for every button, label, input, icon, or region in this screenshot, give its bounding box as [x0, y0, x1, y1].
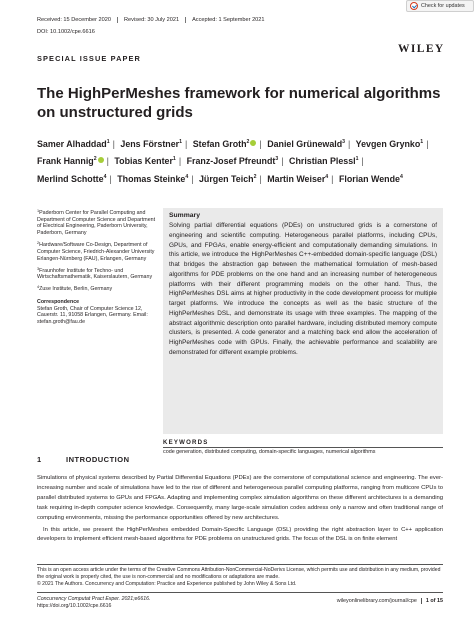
- author-entry: [37, 156, 104, 166]
- author-entry: [37, 174, 106, 184]
- affiliation-marker: 1: [172, 156, 176, 163]
- affiliation-marker: 4: [185, 173, 189, 180]
- author-entry: [356, 139, 424, 149]
- affiliation: [37, 208, 157, 237]
- affiliation-marker: 4: [399, 173, 403, 180]
- author-separator: |: [259, 173, 262, 184]
- affiliation-number: 2: [37, 241, 40, 246]
- affiliation-text: Paderborn Center for Parallel Computing and Department of Computer Science and Department of Electrical Engineering, Paderborn University, Paderborn, Germany: [37, 210, 156, 237]
- license-text: This is an open access article under the terms of the Creative Commons Attribution-NonCommercial-NoDerivs License, which permits use and distribution in any medium, provided the original work is properly cited, the use is non-commercial and no modifications or adaptations are made.: [37, 567, 441, 581]
- affiliation-marker: 4: [103, 173, 107, 180]
- footer-right: [337, 598, 443, 604]
- author-name[interactable]: Merlind Schotte: [37, 173, 104, 184]
- affiliation-marker: 2: [93, 156, 97, 163]
- copyright-text: © 2021 The Authors. Concurrency and Computation: Practice and Experience published by John Wiley & Sons Ltd.: [37, 581, 297, 588]
- affiliations: [37, 208, 157, 326]
- author-name[interactable]: Jürgen Teich: [198, 173, 254, 184]
- affiliation-marker: 2: [246, 139, 250, 145]
- paragraph: Simulations of physical systems described by Partial Differential Equations (PDEs) are the cornerstone of computational science and engineering. The ever-increasing number and scale of simulations have led to the rise of different and heterogeneous parallel computing platforms, ranging from multicore CPUs to parallel distributed systems to GPUs and FPGAs. Adapting and implementing complex simulation algorithms on these different architectures is a demanding task requiring in-depth computer science knowledge. Consequently, many large-scale simulation codes address only a narrow and often traditional range of computing environments, missing the performance opportunities offered by new architectures.: [37, 475, 443, 521]
- accepted-date: Accepted: 1 September 2021: [192, 17, 265, 23]
- section-title: INTRODUCTION: [66, 455, 130, 464]
- journal-citation: Concurrency Computat Pract Exper. 2021;e6616.: [37, 596, 151, 602]
- author-separator: |: [184, 139, 188, 149]
- author-name[interactable]: Martin Weiser: [267, 173, 326, 184]
- keywords-section: [163, 434, 443, 455]
- author-entry: [117, 174, 188, 184]
- affiliation-number: 4: [37, 285, 40, 290]
- author-entry: [193, 139, 257, 149]
- author-entry: [114, 156, 175, 166]
- body-text: [37, 474, 443, 547]
- author-separator: |: [331, 173, 334, 184]
- affiliation: [37, 240, 157, 262]
- author-name[interactable]: Daniel Grünewald: [267, 139, 343, 149]
- author-entry: [199, 174, 256, 184]
- keywords-text: code generation, distributed computing, domain-specific languages, numerical algorithms: [163, 449, 376, 455]
- received-date: Received: 15 December 2020: [37, 17, 118, 23]
- summary-box: [163, 208, 443, 434]
- page-number: 1 of 15: [421, 598, 443, 604]
- journal-site-link[interactable]: wileyonlinelibrary.com/journal/cpe: [336, 598, 417, 604]
- section-number: 1: [37, 455, 42, 464]
- summary-text: Solving partial differential equations (PDEs) on unstructured grids is a cornerstone of engineering and scientific computing. Heterogeneous parallel platforms, including CPUs, GPUs, and FPGAs, enable energy-efficient and computationally demanding simulations. In this article, we introduce the HighPerMeshes C++-embedded domain-specific language (DSL) that bridges the abstraction gap between the mathematical formulation of mesh-based algorithms for PDE problems on the one hand and an increasing number of heterogeneous platforms with their different programming models on the other hand. Thus, the HighPerMeshes DSL aims at higher productivity in the code development process for multiple target platforms. We introduce the concepts as well as the basic structure of the HighPerMeshes DSL, and demonstrate its usage with three examples. The mapping of the abstract algorithmic description onto parallel hardware, including distributed memory compute clusters, is presented. A code generator and a matching back end allow the acceleration of HighPerMeshes code with GPUs. Finally, the achievable performance and scalability are demonstrated for different example problems.: [169, 222, 437, 356]
- author-entry: [120, 139, 182, 149]
- summary-heading: Summary: [169, 212, 200, 219]
- affiliation-marker: 3: [342, 139, 346, 145]
- article-history: [37, 17, 277, 23]
- author-name[interactable]: Florian Wende: [338, 173, 400, 184]
- author-separator: |: [191, 173, 194, 184]
- affiliation-marker: 1: [179, 139, 182, 145]
- footer-divider: [37, 564, 443, 565]
- article-title: The HighPerMeshes framework for numerical algorithms on unstructured grids: [37, 85, 441, 121]
- affiliation-marker: 1: [106, 139, 110, 145]
- affiliation: [37, 266, 157, 281]
- author-name[interactable]: Franz-Josef Pfreundt: [186, 156, 276, 167]
- publisher-logo: WILEY: [398, 43, 445, 55]
- author-entry: [267, 139, 345, 149]
- author-separator: |: [361, 156, 364, 167]
- author-separator: |: [259, 139, 262, 149]
- paragraph: In this article, we present the HighPerMeshes embedded Domain-Specific Language (DSL) providing the right abstraction layer to C++ application developers to implement efficient mesh-based algorithms for PDE problems on unstructured grids. The focus of the DSL is on finite element: [37, 526, 443, 543]
- author-separator: |: [112, 139, 115, 149]
- orcid-icon[interactable]: [250, 140, 256, 146]
- check-updates-label: Check for updates: [421, 3, 465, 9]
- license-note: [37, 567, 443, 589]
- keywords-heading: KEYWORDS: [163, 439, 209, 446]
- author-entry: [187, 156, 279, 166]
- author-name[interactable]: Christian Plessl: [289, 156, 356, 167]
- affiliation-text: Fraunhofer Institute for Techno- und Wirtschaftsmathematik, Kaiserslautern, Germany: [37, 267, 153, 281]
- section-heading: [37, 455, 130, 464]
- affiliation-number: 1: [37, 209, 40, 213]
- author-separator: |: [106, 156, 109, 167]
- author-name[interactable]: Tobias Kenter: [114, 156, 173, 167]
- author-name[interactable]: Frank Hannig: [37, 156, 94, 167]
- keywords-divider: [163, 447, 443, 448]
- author-name[interactable]: Yevgen Grynko: [355, 139, 421, 149]
- author-list: [37, 135, 441, 187]
- affiliation-number: 3: [37, 266, 40, 271]
- doi-link[interactable]: DOI: 10.1002/cpe.6616: [37, 29, 95, 35]
- author-entry: [289, 156, 358, 166]
- author-separator: |: [109, 173, 112, 184]
- author-entry: [37, 139, 110, 149]
- author-entry: [267, 174, 328, 184]
- orcid-icon[interactable]: [98, 157, 104, 163]
- author-name[interactable]: Jens Förstner: [120, 139, 180, 149]
- author-name[interactable]: Stefan Groth: [192, 139, 247, 149]
- author-separator: |: [178, 156, 182, 167]
- author-name[interactable]: Thomas Steinke: [117, 173, 186, 184]
- footer-divider: [37, 592, 443, 593]
- author-entry: [339, 174, 403, 184]
- author-separator: |: [281, 156, 284, 167]
- section-type: SPECIAL ISSUE PAPER: [37, 54, 141, 63]
- affiliation-marker: 4: [325, 173, 329, 180]
- correspondence-text: Stefan Groth, Chair of Computer Science 12, Cauerstr. 11, 91058 Erlangen, Germany. Email: stefan.groth@fau.de: [37, 305, 148, 326]
- affiliation-marker: 1: [420, 139, 424, 145]
- affiliation-marker: 1: [355, 156, 359, 163]
- revised-date: Revised: 30 July 2021: [124, 17, 186, 23]
- correspondence-heading: Correspondence: [37, 298, 80, 305]
- author-name[interactable]: Samer Alhaddad: [37, 139, 107, 149]
- author-separator: |: [348, 139, 351, 149]
- check-for-updates-button[interactable]: [406, 0, 474, 12]
- affiliation-marker: 2: [253, 173, 257, 180]
- crossmark-icon: [410, 2, 418, 10]
- author-separator: |: [426, 139, 429, 149]
- affiliation-text: Zuse Institute, Berlin, Germany: [39, 286, 113, 293]
- doi-url[interactable]: https://doi.org/10.1002/cpe.6616: [37, 603, 112, 610]
- affiliation-marker: 3: [275, 156, 279, 163]
- affiliation-text: Hardware/Software Co-Design, Department of Computer Science, Friedrich-Alexander University Erlangen-Nürnberg (FAU), Erlangen, Germany: [37, 242, 155, 262]
- affiliation: [37, 284, 157, 293]
